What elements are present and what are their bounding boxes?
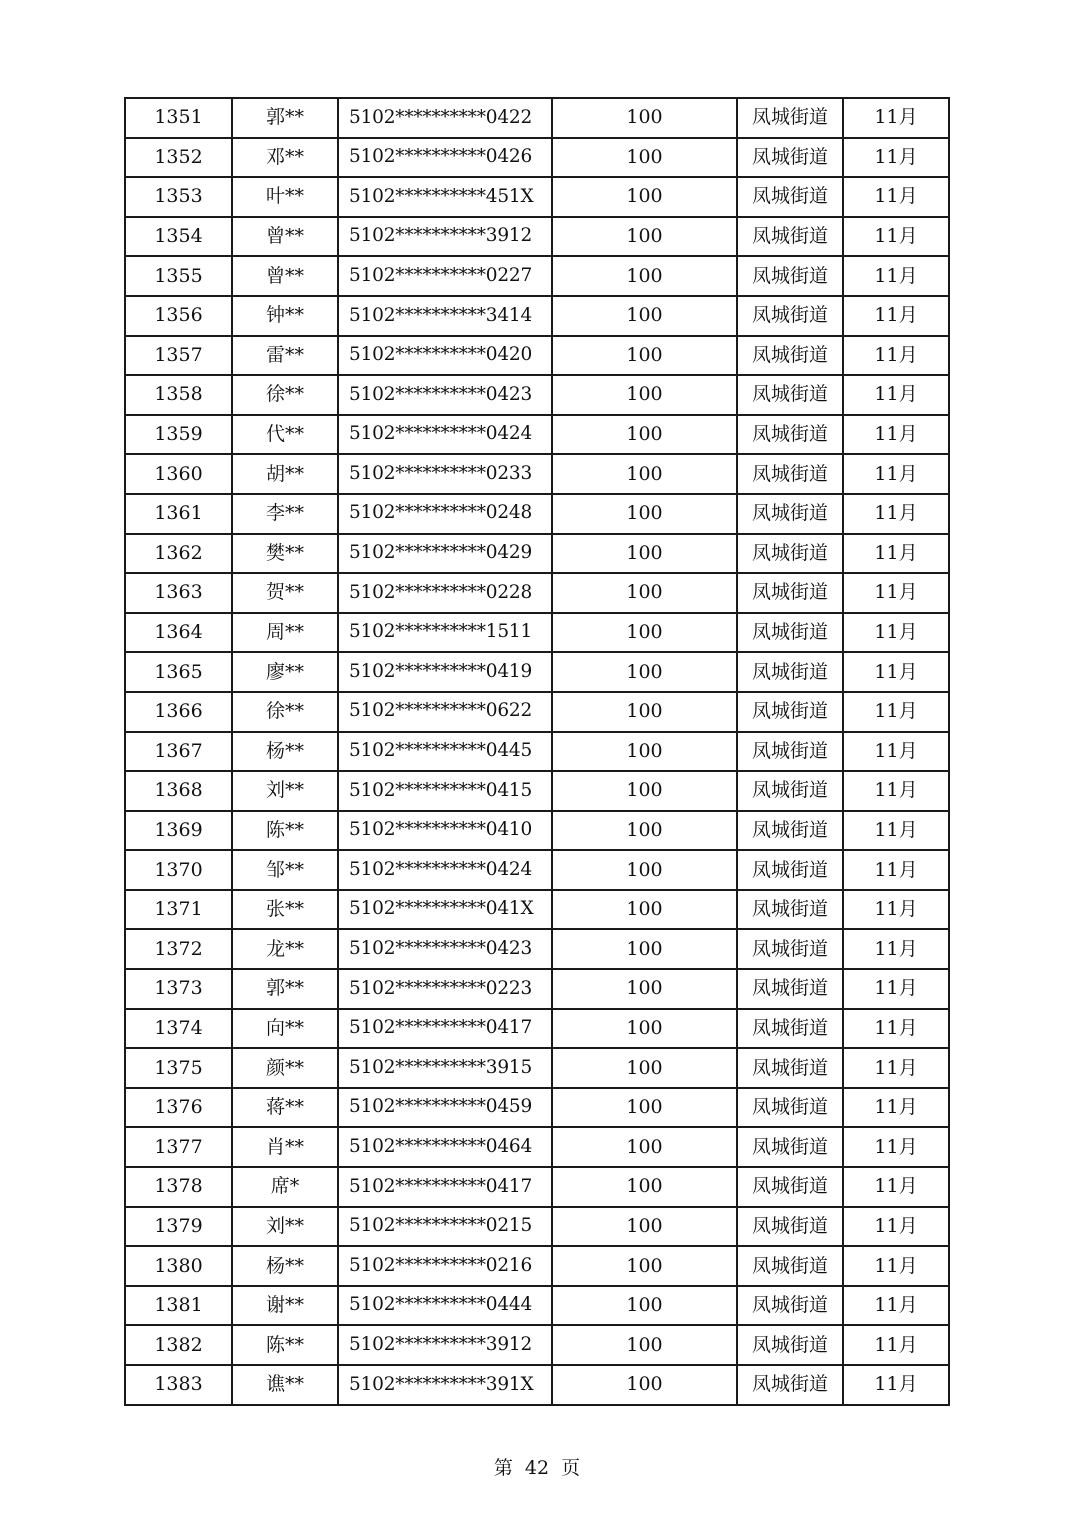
- street-cell: 凤城街道: [737, 1325, 843, 1365]
- row-number-cell: 1377: [125, 1127, 232, 1167]
- name-cell: 刘**: [232, 1207, 338, 1247]
- month-cell: 11月: [843, 534, 949, 574]
- name-cell: 代**: [232, 415, 338, 455]
- row-number-cell: 1367: [125, 732, 232, 772]
- table-row: [125, 454, 949, 494]
- page-number-suffix: 页: [561, 1457, 581, 1479]
- table-row: [125, 1009, 949, 1049]
- month-cell: 11月: [843, 177, 949, 217]
- street-cell: 凤城街道: [737, 1246, 843, 1286]
- table-row: [125, 613, 949, 653]
- row-number-cell: 1371: [125, 890, 232, 930]
- id-number-cell: 5102**********391X: [338, 1365, 552, 1405]
- month-cell: 11月: [843, 375, 949, 415]
- street-cell: 凤城街道: [737, 217, 843, 257]
- street-cell: 凤城街道: [737, 850, 843, 890]
- street-cell: 凤城街道: [737, 1207, 843, 1247]
- row-number-cell: 1369: [125, 811, 232, 851]
- amount-cell: 100: [552, 177, 737, 217]
- table-row: [125, 850, 949, 890]
- table-row: [125, 1048, 949, 1088]
- table-row: [125, 929, 949, 969]
- amount-cell: 100: [552, 850, 737, 890]
- table-row: [125, 1325, 949, 1365]
- page-footer: [0, 1456, 1074, 1480]
- id-number-cell: 5102**********0622: [338, 692, 552, 732]
- month-cell: 11月: [843, 771, 949, 811]
- amount-cell: 100: [552, 732, 737, 772]
- month-cell: 11月: [843, 929, 949, 969]
- name-cell: 廖**: [232, 652, 338, 692]
- street-cell: 凤城街道: [737, 929, 843, 969]
- street-cell: 凤城街道: [737, 1048, 843, 1088]
- street-cell: 凤城街道: [737, 98, 843, 138]
- month-cell: 11月: [843, 573, 949, 613]
- street-cell: 凤城街道: [737, 415, 843, 455]
- table-row: [125, 771, 949, 811]
- month-cell: 11月: [843, 1009, 949, 1049]
- row-number-cell: 1359: [125, 415, 232, 455]
- name-cell: 龙**: [232, 929, 338, 969]
- id-number-cell: 5102**********0223: [338, 969, 552, 1009]
- id-number-cell: 5102**********0423: [338, 929, 552, 969]
- amount-cell: 100: [552, 1246, 737, 1286]
- month-cell: 11月: [843, 1127, 949, 1167]
- street-cell: 凤城街道: [737, 1365, 843, 1405]
- name-cell: 贺**: [232, 573, 338, 613]
- id-number-cell: 5102**********0444: [338, 1286, 552, 1326]
- month-cell: 11月: [843, 1088, 949, 1128]
- name-cell: 谯**: [232, 1365, 338, 1405]
- amount-cell: 100: [552, 375, 737, 415]
- row-number-cell: 1365: [125, 652, 232, 692]
- month-cell: 11月: [843, 1048, 949, 1088]
- page-number: 42: [524, 1457, 550, 1479]
- street-cell: 凤城街道: [737, 1286, 843, 1326]
- amount-cell: 100: [552, 1167, 737, 1207]
- table-row: [125, 296, 949, 336]
- name-cell: 邹**: [232, 850, 338, 890]
- month-cell: 11月: [843, 811, 949, 851]
- id-number-cell: 5102**********3912: [338, 1325, 552, 1365]
- street-cell: 凤城街道: [737, 613, 843, 653]
- street-cell: 凤城街道: [737, 692, 843, 732]
- row-number-cell: 1383: [125, 1365, 232, 1405]
- street-cell: 凤城街道: [737, 1009, 843, 1049]
- table-row: [125, 1286, 949, 1326]
- row-number-cell: 1352: [125, 138, 232, 178]
- month-cell: 11月: [843, 1325, 949, 1365]
- month-cell: 11月: [843, 969, 949, 1009]
- row-number-cell: 1353: [125, 177, 232, 217]
- name-cell: 胡**: [232, 454, 338, 494]
- name-cell: 杨**: [232, 1246, 338, 1286]
- row-number-cell: 1361: [125, 494, 232, 534]
- row-number-cell: 1380: [125, 1246, 232, 1286]
- id-number-cell: 5102**********0228: [338, 573, 552, 613]
- street-cell: 凤城街道: [737, 375, 843, 415]
- row-number-cell: 1373: [125, 969, 232, 1009]
- month-cell: 11月: [843, 652, 949, 692]
- street-cell: 凤城街道: [737, 811, 843, 851]
- amount-cell: 100: [552, 692, 737, 732]
- row-number-cell: 1357: [125, 336, 232, 376]
- month-cell: 11月: [843, 692, 949, 732]
- name-cell: 郭**: [232, 98, 338, 138]
- id-number-cell: 5102**********0415: [338, 771, 552, 811]
- street-cell: 凤城街道: [737, 336, 843, 376]
- month-cell: 11月: [843, 732, 949, 772]
- month-cell: 11月: [843, 138, 949, 178]
- amount-cell: 100: [552, 1286, 737, 1326]
- name-cell: 刘**: [232, 771, 338, 811]
- month-cell: 11月: [843, 1207, 949, 1247]
- name-cell: 樊**: [232, 534, 338, 574]
- table-row: [125, 732, 949, 772]
- id-number-cell: 5102**********0216: [338, 1246, 552, 1286]
- row-number-cell: 1370: [125, 850, 232, 890]
- id-number-cell: 5102**********3414: [338, 296, 552, 336]
- street-cell: 凤城街道: [737, 454, 843, 494]
- table-row: [125, 692, 949, 732]
- month-cell: 11月: [843, 890, 949, 930]
- name-cell: 周**: [232, 613, 338, 653]
- id-number-cell: 5102**********3912: [338, 217, 552, 257]
- month-cell: 11月: [843, 613, 949, 653]
- page-number-prefix: 第: [493, 1457, 513, 1479]
- amount-cell: 100: [552, 534, 737, 574]
- table-row: [125, 534, 949, 574]
- table-row: [125, 494, 949, 534]
- id-number-cell: 5102**********0417: [338, 1167, 552, 1207]
- month-cell: 11月: [843, 296, 949, 336]
- name-cell: 陈**: [232, 1325, 338, 1365]
- amount-cell: 100: [552, 1207, 737, 1247]
- name-cell: 蒋**: [232, 1088, 338, 1128]
- row-number-cell: 1356: [125, 296, 232, 336]
- month-cell: 11月: [843, 1246, 949, 1286]
- amount-cell: 100: [552, 929, 737, 969]
- table-row: [125, 98, 949, 138]
- row-number-cell: 1364: [125, 613, 232, 653]
- table-row: [125, 336, 949, 376]
- row-number-cell: 1379: [125, 1207, 232, 1247]
- name-cell: 曾**: [232, 256, 338, 296]
- id-number-cell: 5102**********0426: [338, 138, 552, 178]
- name-cell: 叶**: [232, 177, 338, 217]
- id-number-cell: 5102**********0422: [338, 98, 552, 138]
- name-cell: 雷**: [232, 336, 338, 376]
- street-cell: 凤城街道: [737, 1127, 843, 1167]
- row-number-cell: 1368: [125, 771, 232, 811]
- amount-cell: 100: [552, 1365, 737, 1405]
- row-number-cell: 1381: [125, 1286, 232, 1326]
- month-cell: 11月: [843, 850, 949, 890]
- amount-cell: 100: [552, 771, 737, 811]
- amount-cell: 100: [552, 811, 737, 851]
- month-cell: 11月: [843, 494, 949, 534]
- name-cell: 李**: [232, 494, 338, 534]
- table-row: [125, 177, 949, 217]
- table-row: [125, 1088, 949, 1128]
- month-cell: 11月: [843, 1167, 949, 1207]
- street-cell: 凤城街道: [737, 969, 843, 1009]
- amount-cell: 100: [552, 256, 737, 296]
- id-number-cell: 5102**********0419: [338, 652, 552, 692]
- month-cell: 11月: [843, 336, 949, 376]
- amount-cell: 100: [552, 296, 737, 336]
- id-number-cell: 5102**********0420: [338, 336, 552, 376]
- amount-cell: 100: [552, 890, 737, 930]
- amount-cell: 100: [552, 652, 737, 692]
- table-row: [125, 375, 949, 415]
- month-cell: 11月: [843, 454, 949, 494]
- amount-cell: 100: [552, 1127, 737, 1167]
- id-number-cell: 5102**********0215: [338, 1207, 552, 1247]
- table-row: [125, 969, 949, 1009]
- roster-table-body: [125, 98, 949, 1405]
- month-cell: 11月: [843, 217, 949, 257]
- id-number-cell: 5102**********0459: [338, 1088, 552, 1128]
- name-cell: 邓**: [232, 138, 338, 178]
- street-cell: 凤城街道: [737, 138, 843, 178]
- month-cell: 11月: [843, 256, 949, 296]
- amount-cell: 100: [552, 573, 737, 613]
- street-cell: 凤城街道: [737, 771, 843, 811]
- row-number-cell: 1382: [125, 1325, 232, 1365]
- name-cell: 曾**: [232, 217, 338, 257]
- table-row: [125, 1365, 949, 1405]
- street-cell: 凤城街道: [737, 534, 843, 574]
- table-row: [125, 1127, 949, 1167]
- table-row: [125, 138, 949, 178]
- row-number-cell: 1363: [125, 573, 232, 613]
- id-number-cell: 5102**********041X: [338, 890, 552, 930]
- street-cell: 凤城街道: [737, 494, 843, 534]
- amount-cell: 100: [552, 415, 737, 455]
- amount-cell: 100: [552, 969, 737, 1009]
- row-number-cell: 1351: [125, 98, 232, 138]
- month-cell: 11月: [843, 1286, 949, 1326]
- amount-cell: 100: [552, 1088, 737, 1128]
- street-cell: 凤城街道: [737, 573, 843, 613]
- name-cell: 陈**: [232, 811, 338, 851]
- table-row: [125, 811, 949, 851]
- id-number-cell: 5102**********0417: [338, 1009, 552, 1049]
- amount-cell: 100: [552, 336, 737, 376]
- id-number-cell: 5102**********0424: [338, 850, 552, 890]
- street-cell: 凤城街道: [737, 652, 843, 692]
- name-cell: 杨**: [232, 732, 338, 772]
- name-cell: 郭**: [232, 969, 338, 1009]
- amount-cell: 100: [552, 98, 737, 138]
- row-number-cell: 1355: [125, 256, 232, 296]
- street-cell: 凤城街道: [737, 1167, 843, 1207]
- row-number-cell: 1372: [125, 929, 232, 969]
- row-number-cell: 1360: [125, 454, 232, 494]
- id-number-cell: 5102**********0424: [338, 415, 552, 455]
- street-cell: 凤城街道: [737, 177, 843, 217]
- amount-cell: 100: [552, 138, 737, 178]
- id-number-cell: 5102**********0429: [338, 534, 552, 574]
- name-cell: 向**: [232, 1009, 338, 1049]
- row-number-cell: 1362: [125, 534, 232, 574]
- street-cell: 凤城街道: [737, 1088, 843, 1128]
- id-number-cell: 5102**********0423: [338, 375, 552, 415]
- id-number-cell: 5102**********451X: [338, 177, 552, 217]
- name-cell: 徐**: [232, 375, 338, 415]
- name-cell: 张**: [232, 890, 338, 930]
- name-cell: 席*: [232, 1167, 338, 1207]
- id-number-cell: 5102**********3915: [338, 1048, 552, 1088]
- amount-cell: 100: [552, 454, 737, 494]
- row-number-cell: 1378: [125, 1167, 232, 1207]
- amount-cell: 100: [552, 494, 737, 534]
- id-number-cell: 5102**********1511: [338, 613, 552, 653]
- row-number-cell: 1375: [125, 1048, 232, 1088]
- name-cell: 肖**: [232, 1127, 338, 1167]
- row-number-cell: 1354: [125, 217, 232, 257]
- row-number-cell: 1358: [125, 375, 232, 415]
- id-number-cell: 5102**********0410: [338, 811, 552, 851]
- street-cell: 凤城街道: [737, 890, 843, 930]
- amount-cell: 100: [552, 1048, 737, 1088]
- amount-cell: 100: [552, 1325, 737, 1365]
- name-cell: 谢**: [232, 1286, 338, 1326]
- id-number-cell: 5102**********0445: [338, 732, 552, 772]
- id-number-cell: 5102**********0248: [338, 494, 552, 534]
- street-cell: 凤城街道: [737, 732, 843, 772]
- amount-cell: 100: [552, 1009, 737, 1049]
- name-cell: 钟**: [232, 296, 338, 336]
- amount-cell: 100: [552, 613, 737, 653]
- amount-cell: 100: [552, 217, 737, 257]
- name-cell: 徐**: [232, 692, 338, 732]
- row-number-cell: 1376: [125, 1088, 232, 1128]
- table-row: [125, 1167, 949, 1207]
- id-number-cell: 5102**********0227: [338, 256, 552, 296]
- table-row: [125, 1207, 949, 1247]
- street-cell: 凤城街道: [737, 296, 843, 336]
- table-row: [125, 217, 949, 257]
- table-row: [125, 415, 949, 455]
- id-number-cell: 5102**********0233: [338, 454, 552, 494]
- table-row: [125, 1246, 949, 1286]
- roster-table: [124, 97, 950, 1406]
- table-row: [125, 890, 949, 930]
- name-cell: 颜**: [232, 1048, 338, 1088]
- table-row: [125, 256, 949, 296]
- row-number-cell: 1374: [125, 1009, 232, 1049]
- table-row: [125, 573, 949, 613]
- id-number-cell: 5102**********0464: [338, 1127, 552, 1167]
- row-number-cell: 1366: [125, 692, 232, 732]
- street-cell: 凤城街道: [737, 256, 843, 296]
- month-cell: 11月: [843, 98, 949, 138]
- table-row: [125, 652, 949, 692]
- month-cell: 11月: [843, 1365, 949, 1405]
- month-cell: 11月: [843, 415, 949, 455]
